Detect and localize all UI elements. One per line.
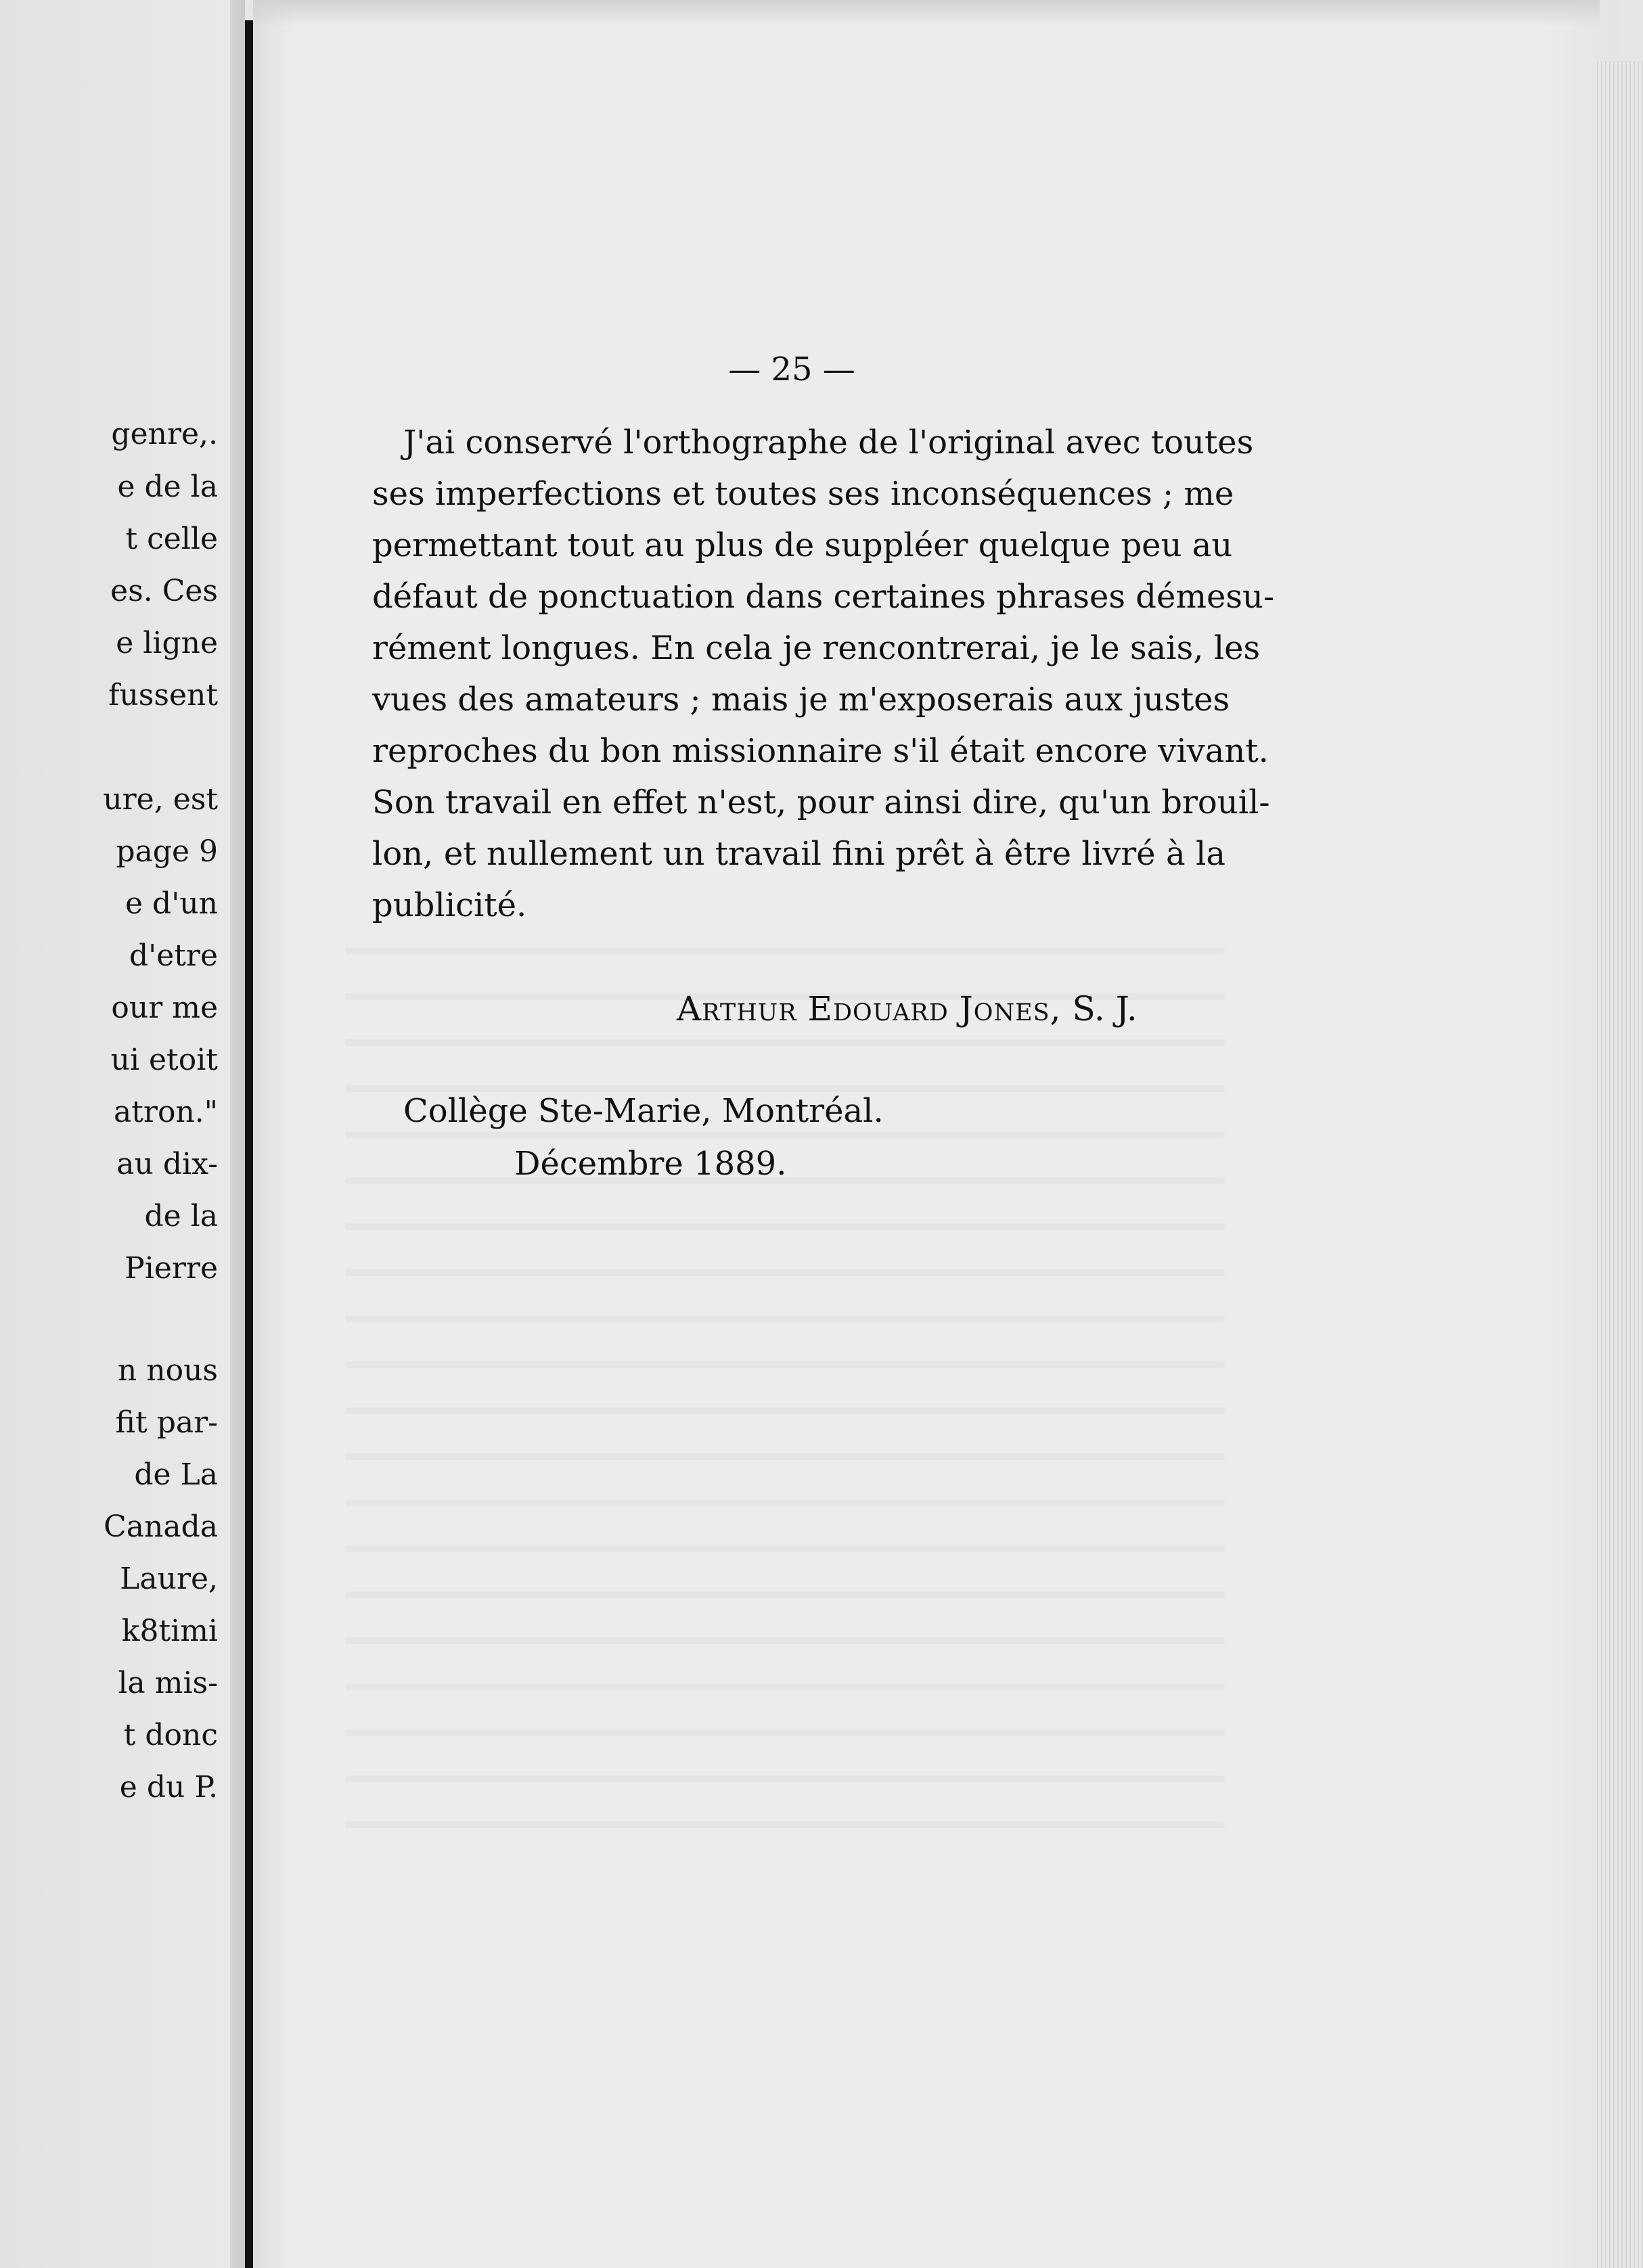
previous-page-fragment [0, 0, 230, 2268]
left-line: k8timi [121, 1614, 218, 1648]
left-line: ure, est [103, 782, 218, 817]
page-edges [1597, 61, 1643, 2268]
body-line: permettant tout au plus de suppléer quelque peu au [372, 526, 1233, 564]
left-line: Laure, [120, 1562, 218, 1596]
left-line: la mis- [118, 1666, 218, 1700]
place-line: Collège Ste-Marie, Montréal. [403, 1092, 884, 1130]
left-line: Canada [104, 1510, 218, 1544]
left-line: au dix- [116, 1147, 218, 1181]
left-line: Pierre [125, 1251, 218, 1286]
page-25 [253, 0, 1617, 2268]
left-line: e d'un [125, 886, 218, 921]
left-line: t celle [125, 522, 218, 556]
left-line: n nous [117, 1353, 218, 1388]
binding-edge [245, 20, 253, 2268]
left-line: e ligne [116, 626, 218, 660]
body-line: J'ai conservé l'orthographe de l'original avec toutes [403, 424, 1254, 461]
left-line: t donc [123, 1718, 218, 1752]
left-line: fussent [108, 678, 218, 712]
left-line: de la [144, 1199, 218, 1233]
body-line: reproches du bon missionnaire s'il était encore vivant. [372, 732, 1269, 770]
date-line: Décembre 1889. [514, 1145, 787, 1183]
author-signature [677, 989, 1138, 1028]
body-line: défaut de ponctuation dans certaines phrases démesu- [372, 578, 1275, 616]
signature-first: Arthur [677, 989, 797, 1028]
signature-last: Jones, [959, 989, 1062, 1028]
signature-suffix: S. J. [1072, 989, 1138, 1028]
top-edge-shadow [253, 0, 1600, 27]
left-line: genre,. [111, 417, 218, 451]
left-line: ui etoit [110, 1043, 218, 1077]
signature-middle: Edouard [807, 989, 949, 1028]
left-line: de La [134, 1457, 218, 1492]
left-line: es. Ces [110, 574, 218, 608]
left-line: e du P. [119, 1770, 218, 1805]
body-line: lon, et nullement un travail fini prêt à être livré à la [372, 835, 1225, 873]
body-line: rément longues. En cela je rencontrerai, je le sais, les [372, 629, 1261, 667]
left-line: atron." [114, 1095, 218, 1129]
body-line: Son travail en effet n'est, pour ainsi dire, qu'un brouil- [372, 784, 1270, 821]
gutter-shadow [230, 0, 245, 2268]
body-line: vues des amateurs ; mais je m'exposerais aux justes [372, 681, 1230, 719]
left-line: fit par- [115, 1405, 218, 1440]
left-line: e de la [117, 470, 218, 504]
body-line: ses imperfections et toutes ses inconséquences ; me [372, 475, 1234, 513]
left-line: our me [111, 991, 218, 1025]
page-number: — 25 — [728, 350, 855, 388]
body-line-last: publicité. [372, 886, 527, 924]
left-line: d'etre [129, 938, 218, 973]
left-line: page 9 [116, 834, 218, 869]
